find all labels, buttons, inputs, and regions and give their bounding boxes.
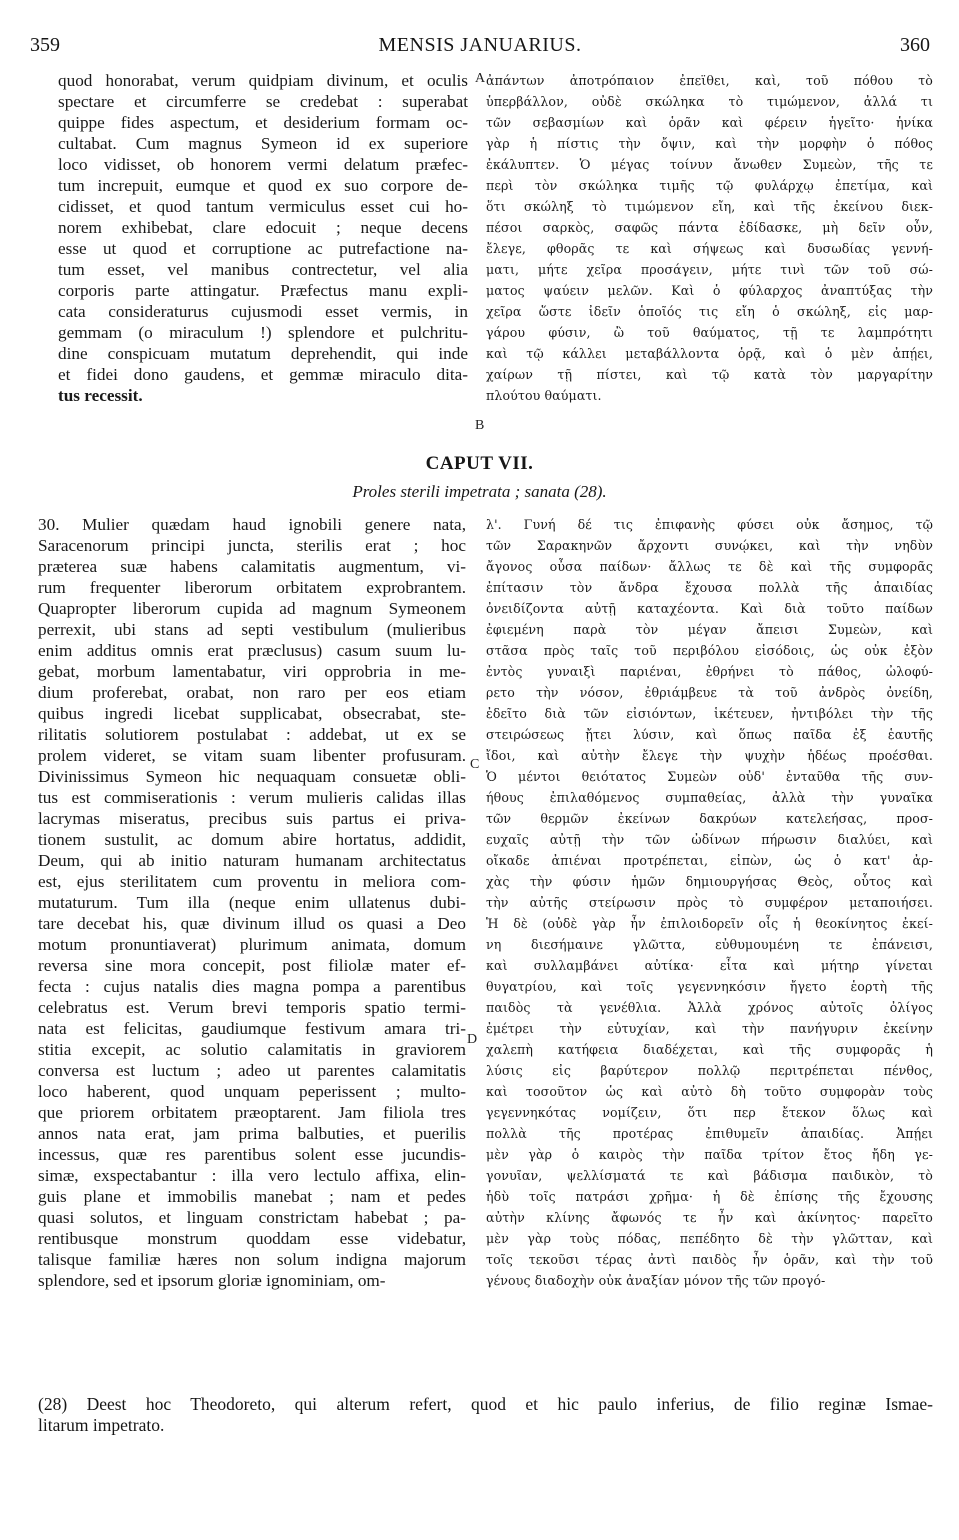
text-line: dium proferebat, orabat, non raro per eos etiam [38,683,466,702]
text-line: ευχαῖς αὐτῇ τὴν τῶν ὠδίνων πήρωσιν διαλύει, καὶ [486,832,933,847]
text-line: νη διεσήμαινε γλῶττα, εὐθυμουμένη τε ἐπάνεισι, [486,937,933,952]
footnote-line: litarum impetrato. [38,1415,165,1435]
text-line: Ὁ μέντοι θειότατος Συμεὼν οὐδ' ἐνταῦθα τῆς συν- [486,769,933,784]
text-line: norem exhibebat, clare edocuit ; neque decens [58,218,468,237]
text-line: tus recessit. [58,386,143,405]
text-line: ἐπίτασιν τὸν ἄνδρα ἔχουσα πολλὰ τῆς ἀπαιδίας [486,580,933,595]
text-line: tus est commiserationis : verum mulieris calidas illas [38,788,466,807]
text-line: παιδὸς τὰ γενέθλια. Ἀλλὰ χρόνος αὐτοῖς ὀλίγος [486,1000,933,1015]
top-latin-column [58,70,468,406]
text-line: præterea suæ habens calamitatis augmentum, vi- [38,557,466,576]
text-line: ἔλεγε, φθορᾶς τε καὶ σήψεως καὶ δυσωδίας γεννή- [486,241,933,256]
text-line: τοῖς τεκοῦσι τέρας ἀντὶ παιδὸς ἦν ὁρᾶν, καὶ τὴν τοῦ [486,1252,933,1267]
text-line: 30. Mulier quædam haud ignobili genere nata, [38,515,466,534]
text-line: αὐτὴν κλίνης ἄφωνός τε ἦν καὶ ἀκίνητος· παρεῖτο [486,1210,933,1225]
text-line: prolem videret, se vitam suam libenter profusuram. [38,746,466,765]
text-line: ἡδὺ τοῖς πατράσι χρῆμα· ἡ δὲ ἐπίσης τῆς ἔχουσης [486,1189,933,1204]
text-line: Deum, qui ab initio naturam humanam architectatus [38,851,466,870]
text-line: ἐμέτρει τὴν εὐτυχίαν, καὶ τὴν πανήγυριν ἐκείνην [486,1021,933,1036]
text-line: Ἡ δὲ (οὐδὲ γὰρ ἦν ἐπιλοιδορεῖν οἷς ἡ θεοκίνητος ἐκεί- [486,916,933,931]
text-line: nata est felicitas, gaudiumque festivum amara tri- [38,1019,466,1038]
text-line: rentibusque monstrum quoddam esse videbatur, [38,1229,466,1248]
text-line: ματος ψαύειν μελῶν. Καὶ ὁ φύλαρχος ἀναπτύξας τὴν [486,283,933,298]
text-line: quasi solutos, et linguam constrictam habebat ; pa- [38,1208,466,1227]
text-line: ἐκάλυπτεν. Ὁ μέγας τοίνυν ἄνωθεν Συμεὼν, τῆς τε [486,157,933,172]
text-line: καὶ συλλαμβάνει αὐτίκα· εἶτα καὶ μήτηρ γίνεται [486,958,933,973]
text-line: conversa est luctum ; adeo ut parentes calamitatis [38,1061,466,1080]
text-line: simæ, exspectabantur : illa vero lectulo affixa, elin- [38,1166,466,1185]
text-line: esse ut quod et corruptione ac putrefactione na- [58,239,468,258]
text-line: annos nata erat, jam prima balbuties, et puerilis [38,1124,466,1143]
text-line: motum pronuntiaverat) plurimum animata, domum [38,935,466,954]
margin-letter-a: A [475,71,486,86]
text-line: enim additus omnis erat præclusus) casum suum lu- [38,641,466,660]
text-line: quibus ingredi licebat supplicabat, obsecrabat, ste- [38,704,466,723]
text-line: loco haberent, quod unquam peperissent ; multo- [38,1082,466,1101]
text-line: καὶ τῷ κάλλει μεταβάλλοντα ὁρᾷ, καὶ ὁ μὲν ἀπῄει, [486,346,933,361]
text-line: τῶν σεβασμίων καὶ ὁρᾶν καὶ φέρειν ἡγεῖτο· ἡνίκα [486,115,933,130]
text-line: stitia excepit, ac solutio calamitatis in graviorem [38,1040,466,1059]
main-greek-column [486,514,933,1291]
text-line: καὶ τοσοῦτον ὡς καὶ αὐτὸ δὴ τοῦτο συμφορὰν τοὺς [486,1084,933,1099]
text-line: fecta : cujus natalis dies magna pompa a parentibus [38,977,466,996]
text-line: στειρώσεως ᾔτει λύσιν, καὶ ὅπως παῖδα ἐξ ἑαυτῆς [486,727,933,742]
text-line: rilitatis solutiorem postulabat : addebat, ut ex se [38,725,466,744]
text-line: tum increpuit, eumque et quod ex suo corpore de- [58,176,468,195]
text-line: ἴδοι, καὶ αὐτὴν ἔλεγε τὴν ψυχὴν ἡδέως προέσθαι. [486,748,933,763]
text-line: ἀπάντων ἀποτρόπαιον ἐπεϊθει, καὶ, τοῦ πόθου τὸ [486,73,933,88]
text-line: guis plane et immobilis manebat ; nam et pedes [38,1187,466,1206]
text-line: perrexit, ubi stans ad septi vestibulum (mulieribus [38,620,466,639]
text-line: et fidei dono gaudens, et gemmæ miraculo dita- [58,365,468,384]
text-line: χαίρων τῇ πίστει, καὶ τῷ κατὰ τὸν μαργαρίτην [486,367,933,382]
text-line: ρετο τὴν νόσον, ἐθριάμβευε τὰ τοῦ ἀνδρὸς ὀνείδη, [486,685,933,700]
running-header [30,34,930,62]
text-line: lacrymas miseratus, precibus suis partus ei priva- [38,809,466,828]
text-line: πολλὰ τῆς προτέρας ἐπιθυμεῖν ἀπαιδίας. Ἀπῄει [486,1126,933,1141]
text-line: χεῖρα ὥστε ἰδεῖν ὁποῖός τις εἴη ὁ σκώληξ, εἰς μαρ- [486,304,933,319]
text-line: mutaturum. Tum illa (neque enim ullatenus dubi- [38,893,466,912]
text-line: quippe fides aspectum, et desiderium formam oc- [58,113,468,132]
text-line: χὰς τὴν φύσιν ἡμῶν δημιουργήσας Θεὸς, οὗτος καὶ [486,874,933,889]
text-line: loco vidisset, ob honorem vermi delatum præfec- [58,155,468,174]
text-line: spectare et circumferre se credebat : superabat [58,92,468,111]
chapter-subtitle: Proles sterili impetrata ; sanata (28). [352,482,607,501]
footnote-line: (28) Deest hoc Theodoreto, qui alterum refert, quod et hic paulo inferius, de filio reginæ Ismae- [38,1394,933,1414]
text-line: talisque familiæ hæres non solum indigna majorum [38,1250,466,1269]
text-line: que priorem orbitatem præoptarent. Jam filiola tres [38,1103,466,1122]
text-line: στᾶσα πρὸς ταῖς τοῦ περιβόλου εἰσόδοις, ὡς οὐκ ἐξὸν [486,643,933,658]
text-line: reversa sine mora concepit, post filiolæ mater ef- [38,956,466,975]
running-title: MENSIS JANUARIUS. [378,34,582,56]
text-line: μὲν γὰρ τοὺς πόδας, πεπέδητο δὲ τὴν γλῶτταν, καὶ [486,1231,933,1246]
text-line: splendore, sed et ipsorum gloriæ ignominiam, om- [38,1271,386,1290]
text-line: ἄγονος οὖσα παίδων· ἄλλως τε δὲ καὶ τῆς συμφορᾶς [486,559,933,574]
page-number-right: 360 [900,34,930,56]
text-line: Quapropter liberorum cupida ad magnum Symeonem [38,599,466,618]
text-line: cultabat. Cum magnus Symeon id ex superiore [58,134,468,153]
text-line: ματι, μήτε χεῖρα προσάγειν, μήτε τινὶ τῶν τοῦ σώ- [486,262,933,277]
text-line: πέσοι σαρκὸς, σαφῶς πάντα ἐδίδασκε, μὴ δεῖν οὖν, [486,220,933,235]
text-line: est, ejus sterilitatem cum proventu in meliora com- [38,872,466,891]
text-line: rum frequenter liberorum orbitatem exprobrantem. [38,578,466,597]
text-line: πλούτου θαύματι. [486,388,602,403]
text-line: λ'. Γυνή δέ τις ἐπιφανὴς φύσει οὐκ ἄσημος, τῷ [486,517,933,532]
text-line: γὰρ ἡ πίστις τὴν ὄψιν, καὶ τὴν μορφὴν ὁ πόθος [486,136,933,151]
page-number-left: 359 [30,34,60,56]
text-line: οἴκαδε ἀπιέναι προτρέπεται, εἰπὼν, ὡς ὁ κατ' ἀρ- [486,853,933,868]
text-line: μὲν γὰρ ὁ καιρὸς τὴν παῖδα τρίτον ἔτος ἤδη γε- [486,1147,933,1162]
text-line: γεγεννηκότας νομίζειν, ὅτι περ ἔτεκον ὅλως καὶ [486,1105,933,1120]
margin-letter-c: C [470,757,480,772]
text-line: γένους διαδοχὴν οὐκ ἀναξίαν μόνον τῆς τῶν προγό- [486,1273,826,1288]
text-line: ὑπερβάλλον, οὐδὲ σκώληκα τὸ τιμώμενον, ἀλλά τι [486,94,933,109]
text-line: dine conspicuam mutatum deprehendit, qui inde [58,344,468,363]
margin-letter-b: B [475,418,485,433]
text-line: ἐδεῖτο διὰ τῶν εἰσιόντων, ἱκέτευεν, ἠντιβόλει τὴν τῆς [486,706,933,721]
text-line: τὴν αὐτῆς στείρωσιν πρὸς τὸ συμφέρον μεταποιήσει. [486,895,933,910]
text-line: cata consideraturus cujusmodi esset vermis, in [58,302,468,321]
text-line: tare decebat his, quæ divinum illud os quasi a Deo [38,914,466,933]
main-latin-column [38,514,466,1291]
text-line: tionem sustulit, ac domum abire hortatus, addidit, [38,830,466,849]
text-line: ήθους ἐπιλαθόμενος συμπαθείας, ἀλλὰ τὴν γυναῖκα [486,790,933,805]
text-line: quod honorabat, verum quidpiam divinum, et oculis [58,71,468,90]
text-line: τῶν θερμῶν ἐκείνων δακρύων κατελεήσας, προσ- [486,811,933,826]
text-line: Saracenorum principi juncta, sterilis erat ; hoc [38,536,466,555]
text-line: corporis parte attingatur. Præfectus manu expli- [58,281,468,300]
text-line: περὶ τὸν σκώληκα τιμῆς τῷ φυλάρχῳ ἐπετίμα, καὶ [486,178,933,193]
text-line: cidisset, et quod tantum vermiculus esset cui ho- [58,197,468,216]
text-line: λύσις εἰς βαρύτερον πολλῷ περιτρέπεται πένθος, [486,1063,933,1078]
footnote [38,1394,933,1436]
text-line: incessus, quæ res parentibus solent esse jucundis- [38,1145,466,1164]
margin-letter-d: D [467,1032,478,1047]
text-line: ὅτι σκώληξ τὸ τιμώμενον εἴη, καὶ τῆς ἐκείνου διεκ- [486,199,933,214]
text-line: gemmam (o miraculum !) splendore et pulchritu- [58,323,468,342]
text-line: θυγατρίου, καὶ τοῖς γεγεννηκόσιν ἤγετο ἑορτὴ τῆς [486,979,933,994]
text-line: ἐντὸς γυναιξὶ παριέναι, ἐθρήνει τὸ πάθος, ὠλοφύ- [486,664,933,679]
text-line: celebratus est. Verum brevi temporis spatio termi- [38,998,466,1017]
text-line: γονυῖαν, ψελλίσματά τε καὶ βάδισμα παιδικὸν, τὸ [486,1168,933,1183]
text-line: τῶν Σαρακηνῶν ἄρχοντι συνῴκει, καὶ τὴν νηδὺν [486,538,933,553]
text-line: tum esset, vel manibus contrectetur, vel alia [58,260,468,279]
text-line: Divinissimus Symeon hic nequaquam consuetæ obli- [38,767,466,786]
text-line: χαλεπὴ κατήφεια διαδέχεται, καὶ τῆς συμφορᾶς ἡ [486,1042,933,1057]
text-line: γάρου φύσιν, ὢ τοῦ θαύματος, τῇ τε λαμπρότητι [486,325,933,340]
chapter-heading: CAPUT VII. [425,453,534,474]
text-line: gebat, morbum lamentabatur, viri opprobria in me- [38,662,466,681]
text-line: ὀνειδίζοντα αὐτῇ καταχέοντα. Καὶ διὰ τοῦτο παίδων [486,601,933,616]
text-line: ἐφιεμένη παρὰ τὸν μέγαν ἄπεισι Συμεὼν, καὶ [486,622,933,637]
top-greek-column [486,70,933,406]
